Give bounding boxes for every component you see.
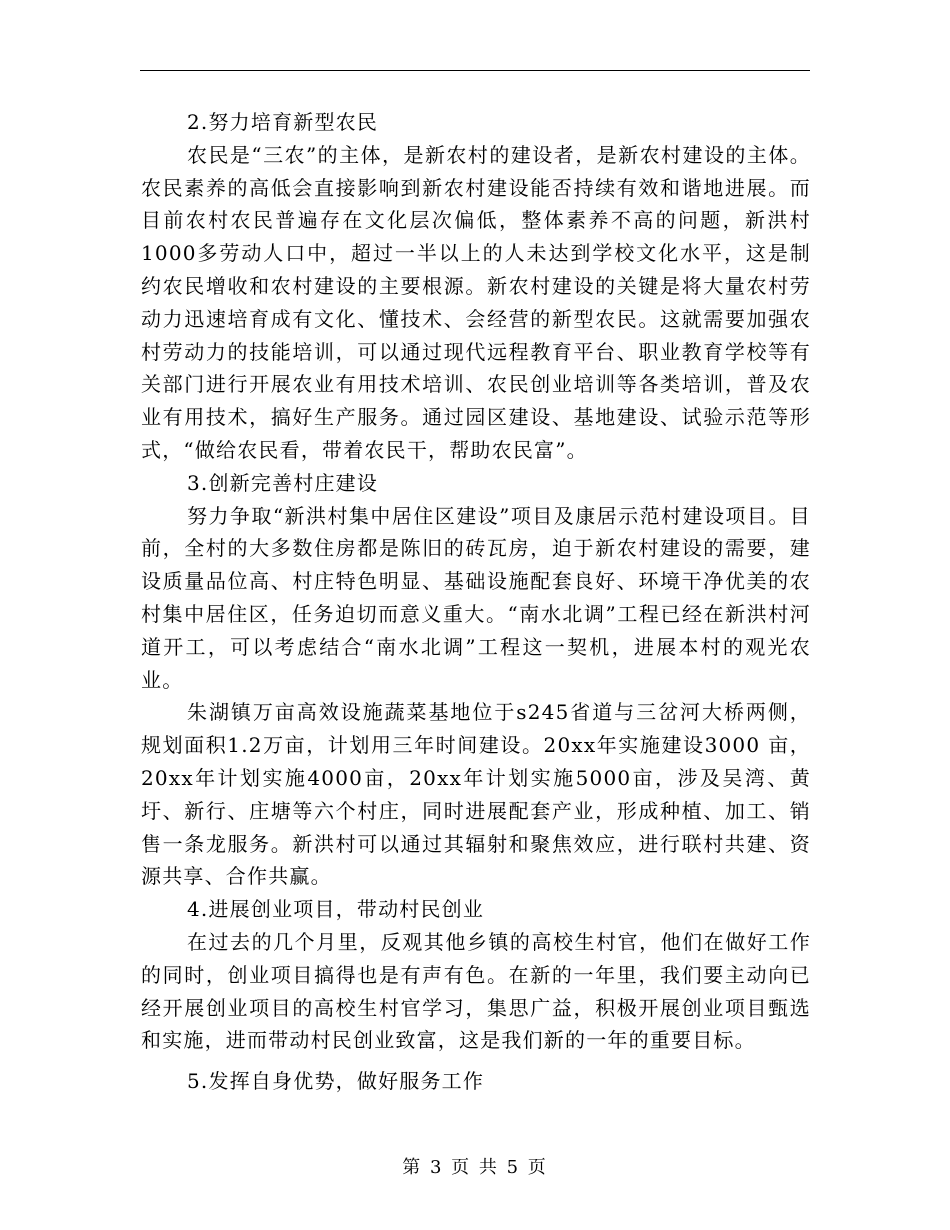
section-3-paragraph-1: 努力争取“新洪村集中居住区建设”项目及康居示范村建设项目。目前，全村的大多数住房都是陈旧的砖瓦房，迫于新农村建设的需要，建设质量品位高、村庄特色明显、基础设施配套良好、环境干净优美的农村集中居住区，任务迫切而意义重大。“南水北调”工程已经在新洪村河道开工，可以考虑结合“南水北调”工程这一契机，进展本村的观光农业。 — [141, 503, 811, 692]
section-4-heading: 4.进展创业项目，带动村民创业 — [187, 897, 485, 922]
section-3-heading: 3.创新完善村庄建设 — [187, 470, 379, 495]
document-body — [141, 106, 811, 1098]
section-4-paragraph: 在过去的几个月里，反观其他乡镇的高校生村官，他们在做好工作的同时，创业项目搞得也是有声有色。在新的一年里，我们要主动向已经开展创业项目的高校生村官学习，集思广益，积极开展创业项目甄选和实施，进而带动村民创业致富，这是我们新的一年的重要目标。 — [141, 929, 811, 1053]
page-number-footer: 第 3 页 共 5 页 — [402, 1157, 548, 1178]
section-2-paragraph: 农民是“三农”的主体，是新农村的建设者，是新农村建设的主体。农民素养的高低会直接影响到新农村建设能否持续有效和谐地进展。而目前农村农民普遍存在文化层次偏低，整体素养不高的问题，新洪村1000多劳动人口中，超过一半以上的人未达到学校文化水平，这是制约农民增收和农村建设的主要根源。新农村建设的关键是将大量农村劳动力迅速培育成有文化、懂技术、会经营的新型农民。这就需要加强农村劳动力的技能培训，可以通过现代远程教育平台、职业教育学校等有关部门进行开展农业有用技术培训、农民创业培训等各类培训，普及农业有用技术，搞好生产服务。通过园区建设、基地建设、试验示范等形式，“做给农民看，带着农民干，帮助农民富”。 — [141, 142, 811, 462]
section-2-heading: 2.努力培育新型农民 — [187, 110, 379, 134]
header-rule — [140, 70, 810, 71]
section-5-heading: 5.发挥自身优势，做好服务工作 — [187, 1069, 485, 1094]
section-3-paragraph-2: 朱湖镇万亩高效设施蔬菜基地位于s245省道与三岔河大桥两侧，规划面积1.2万亩，计划用三年时间建设。20xx年实施建设3000 亩，20xx年计划实施4000亩，20xx年计划实施5000亩，涉及吴湾、黄圩、新行、庄塘等六个村庄，同时进展配套产业，形成种植、加工、销售一条龙服务。新洪村可以通过其辐射和聚焦效应，进行联村共建、资源共享、合作共赢。 — [141, 700, 811, 889]
